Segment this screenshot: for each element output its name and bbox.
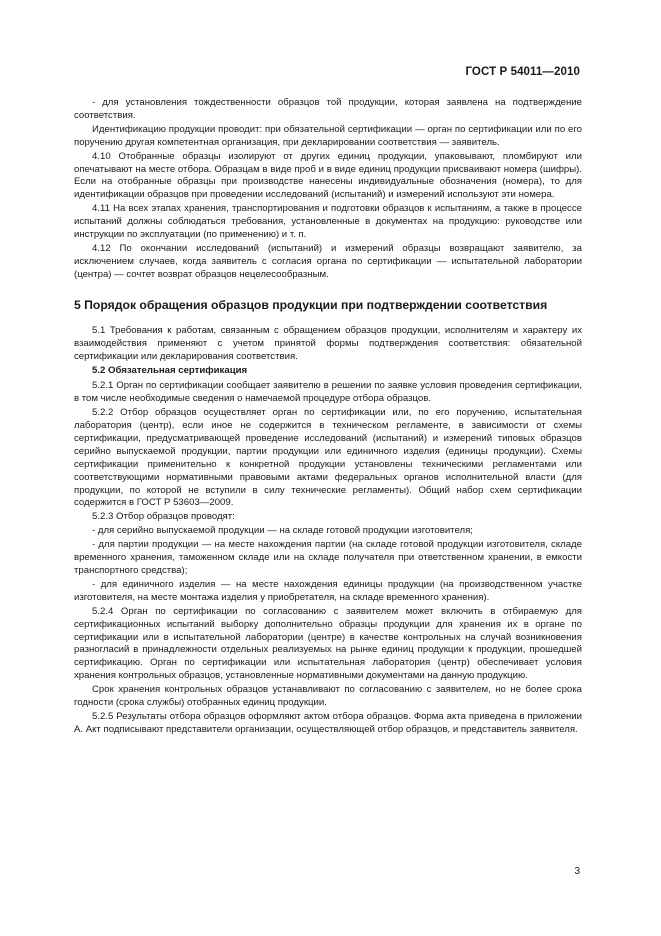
paragraph: 5.2.1 Орган по сертификации сообщает заявителю в решении по заявке условия проведения сертификации, в том числе необходимые сведения о намечаемой процедуре отбора образцов. [74, 380, 582, 405]
paragraph: Срок хранения контрольных образцов устанавливают по согласованию с заявителем, но не более срока годности (срока службы) отобранных единиц продукции. [74, 684, 582, 709]
paragraph: 5.2.5 Результаты отбора образцов оформляют актом отбора образцов. Форма акта приведена в приложении А. Акт подписывают представители организации, осуществляющей отбор образцов, и представитель заявителя. [74, 710, 582, 735]
paragraph: 5.2.2 Отбор образцов осуществляет орган по сертификации или, по его поручению, испытательная лаборатория (центр), если иное не содержится в техническом регламенте, в зависимости от схемы сертификации, предусматривающей проведение исследований (испытаний) и измерений типовых образцов серийно выпускаемой продукции, партии продукции или единичного изделия (единицы продукции). Схемы сертификации применительно к конкретной продукции установлены техническими регламентами или соответствующими нормативными правовыми актами федеральных органов исполнительной власти (для продукции, по которой не вступили в силу технические регламенты). Общий набор схем сертификации содержится в ГОСТ Р 53603—2009. [74, 407, 582, 509]
paragraph: 5.1 Требования к работам, связанным с обращением образцов продукции, исполнителям и характеру их взаимодействия применяют с учетом принятой формы подтверждения соответствия: обязательной сертификации или декларирования соответствия. [74, 324, 582, 362]
paragraph: 4.10 Отобранные образцы изолируют от других единиц продукции, упаковывают, пломбируют или опечатывают на месте отбора. Образцам в виде проб и в виде единиц продукции присваивают номера (шифры). Если на отобранные образцы при производстве нанесены индивидуальные обозначения (номера), то для идентификации образцов при проведении исследований (испытаний) и измерений используют эти номера. [74, 150, 582, 201]
document-body [74, 97, 582, 738]
list-item: - для единичного изделия — на месте нахождения единицы продукции (на производственном участке изготовителя, на месте монтажа изделия у приобретателя, на складе временного хранения). [74, 578, 582, 603]
paragraph: 4.11 На всех этапах хранения, транспортирования и подготовки образцов к испытаниям, а также в процессе испытаний должны соблюдаться требования, установленные в документах на продукцию: руководстве или инструкции по эксплуатации (по применению) и т. п. [74, 203, 582, 241]
section-title: 5 Порядок обращения образцов продукции при подтверждении соответствия [74, 297, 548, 312]
paragraph: 5.2.4 Орган по сертификации по согласованию с заявителем может включить в отбираемую для сертификационных испытаний выборку дополнительно образцы продукции для хранения их в органе по сертификации или в испытательной лаборатории (центре) в качестве контрольных на случай возникновения разногласий в принадлежности отдельных реализуемых на рынке единиц продукции к продукции, прошедшей сертификацию. Орган по сертификации или испытательная лаборатория (центр) обеспечивает условия хранения контрольных образцов, установленные нормативными документами на данную продукцию. [74, 605, 582, 682]
document-code: ГОСТ Р 54011—2010 [465, 66, 580, 78]
paragraph: 5.2.3 Отбор образцов проводят: [92, 511, 235, 523]
page-number: 3 [574, 866, 580, 877]
paragraph: - для установления тождественности образцов той продукции, которая заявлена на подтверждение соответствия. [74, 97, 582, 121]
paragraph: Идентификацию продукции проводит: при обязательной сертификации — орган по сертификации или по его поручению другая компетентная организация, при декларировании соответствия — заявитель. [74, 123, 582, 148]
list-item: - для партии продукции — на месте нахождения партии (на складе готовой продукции изготовителя, складе временного хранения, таможенном складе или на складе получателя при ответственном хранении, в емкости транспортного средства); [74, 539, 582, 576]
paragraph: 4.12 По окончании исследований (испытаний) и измерений образцы возвращают заявителю, за исключением случаев, когда заявитель с согласия органа по сертификации — испытательной лаборатории (центра) — сочтет возврат образцов нецелесообразным. [74, 242, 582, 280]
list-item: - для серийно выпускаемой продукции — на складе готовой продукции изготовителя; [92, 525, 473, 537]
subsection-title: 5.2 Обязательная сертификация [92, 365, 248, 377]
